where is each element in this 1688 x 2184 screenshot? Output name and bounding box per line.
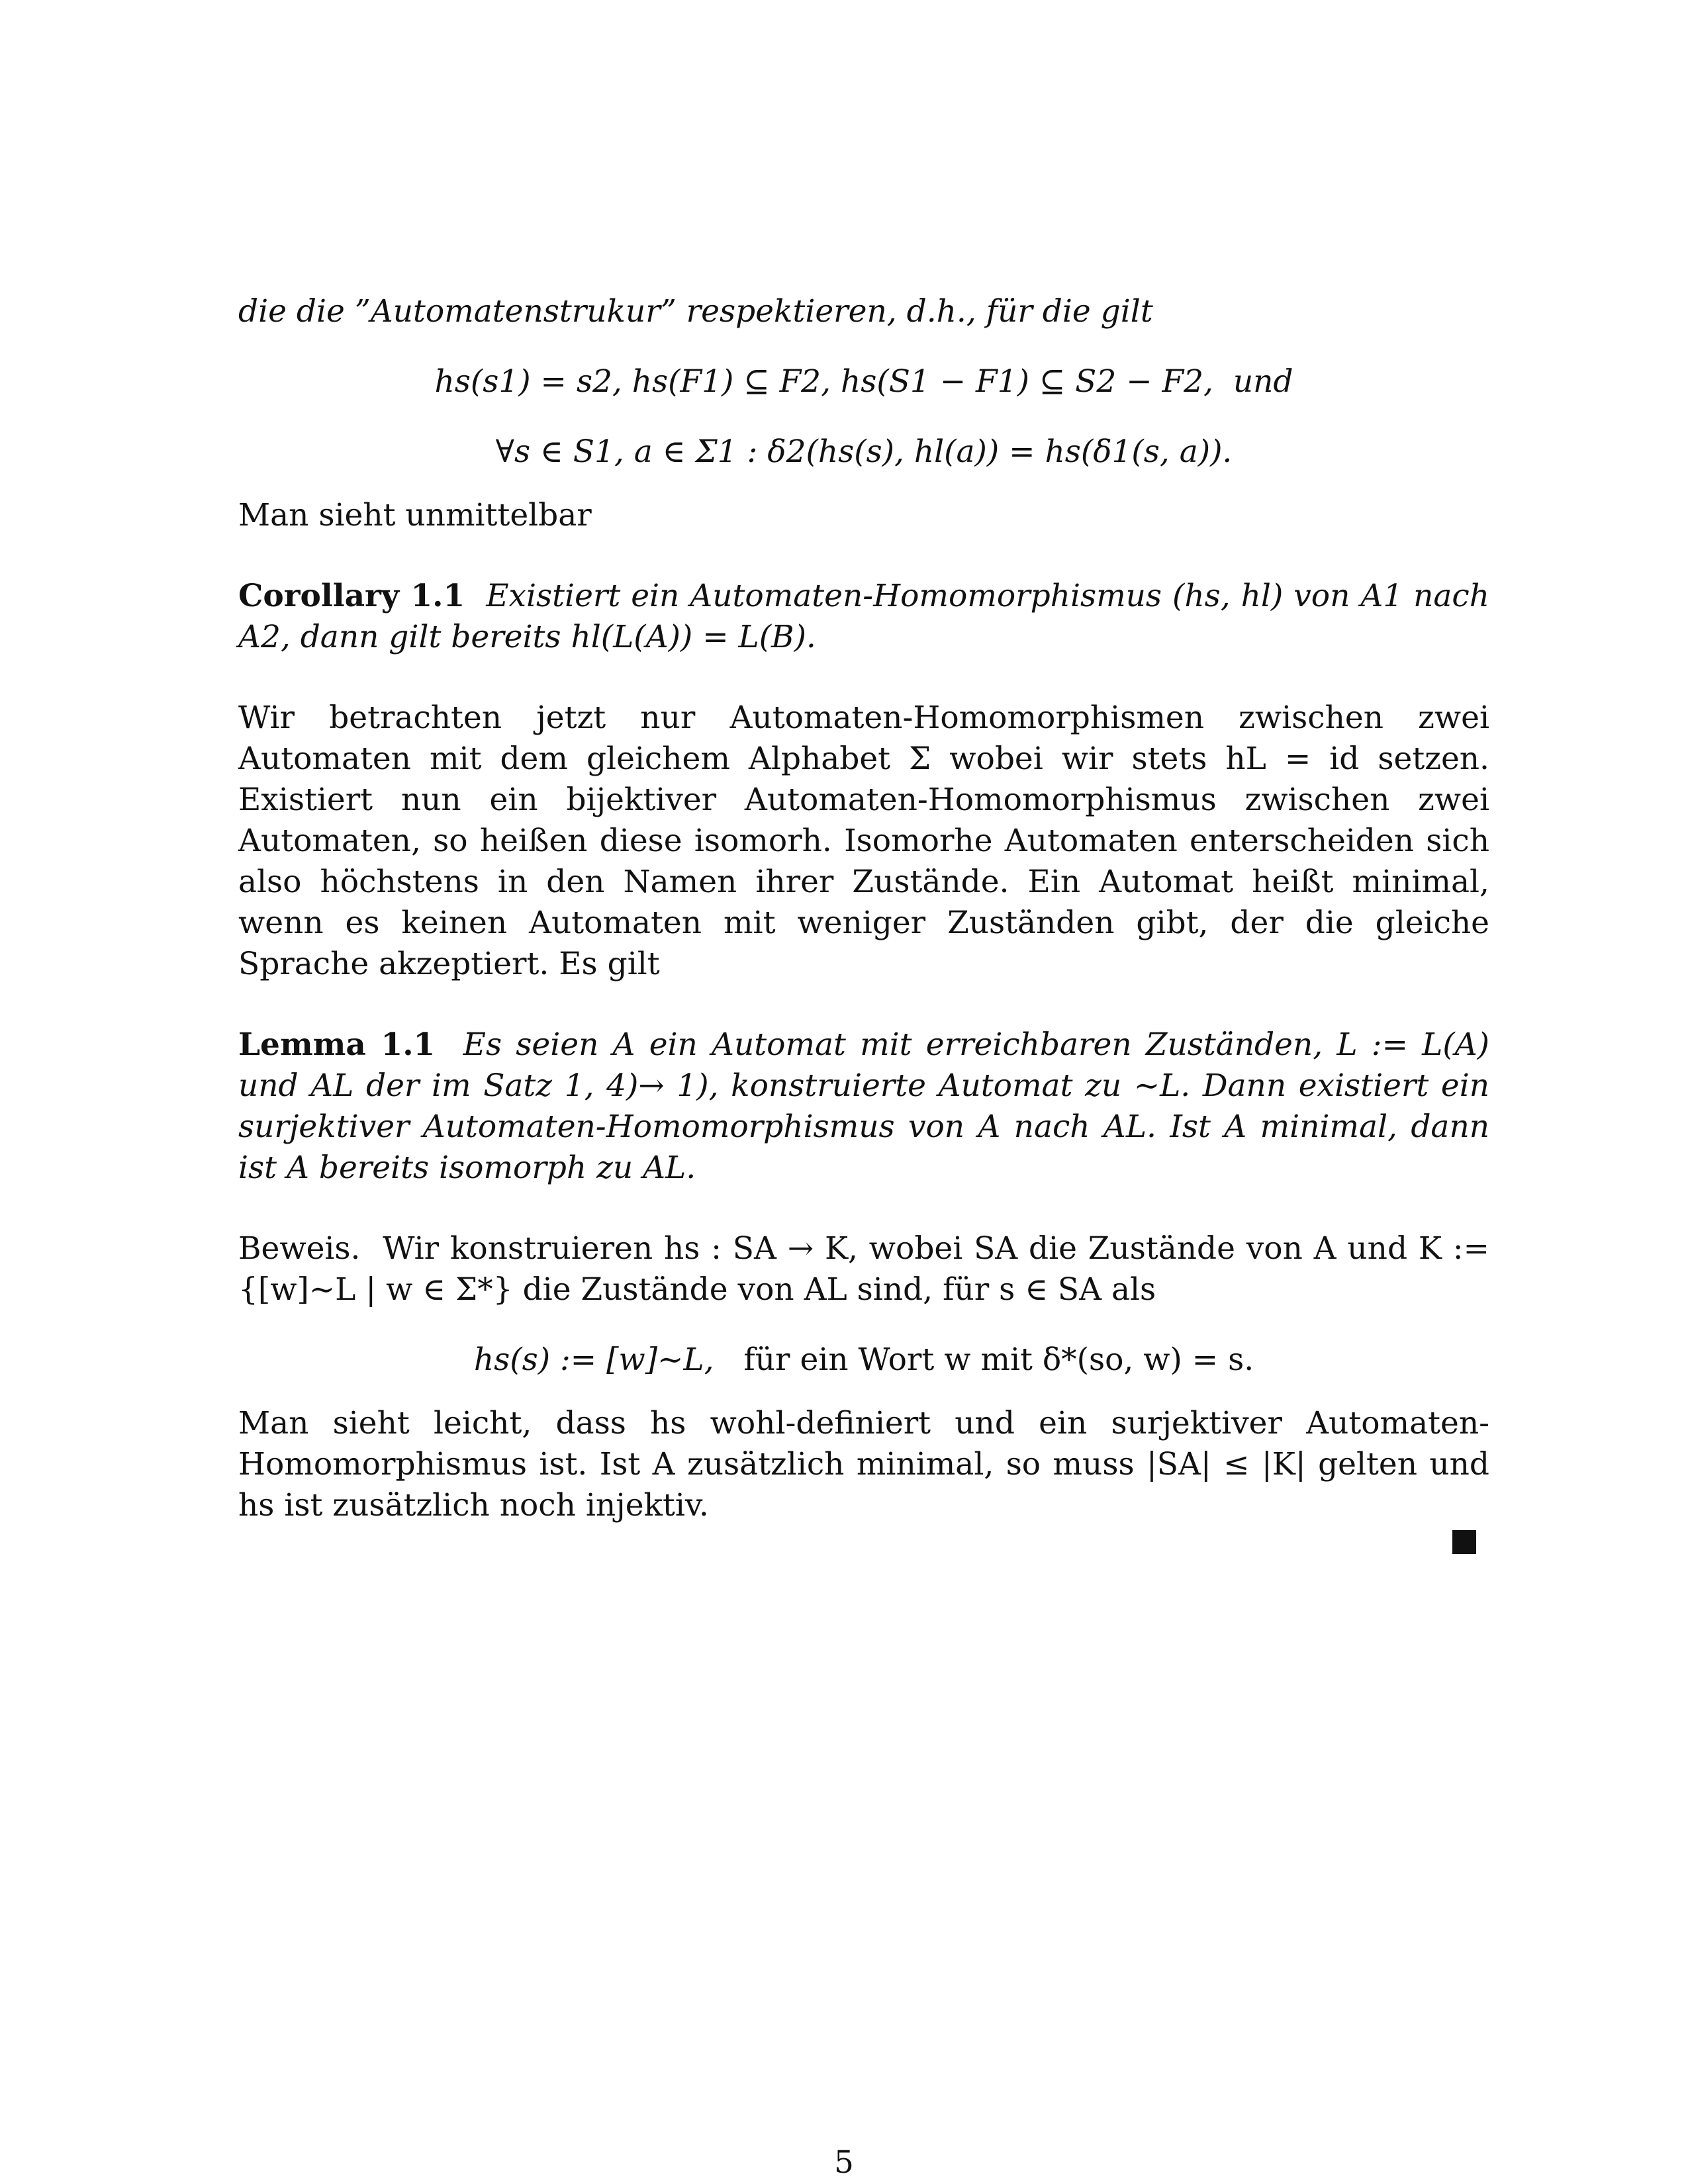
proof-label: Beweis. [238, 1230, 361, 1267]
proof-display [238, 1340, 1489, 1381]
equation-1: hs(s1) = s2, hs(F1) ⊆ F2, hs(S1 − F1) ⊆ S2 − F2, und [434, 363, 1293, 400]
proof-equation-text: für ein Wort w mit δ*(so, w) = s. [743, 1342, 1254, 1378]
intro-line: die die ”Automatenstrukur” respektieren, d.h., für die gilt [238, 293, 1153, 330]
lemma [238, 1024, 1489, 1189]
qed-square-icon [1452, 1530, 1476, 1554]
corollary-label: Corollary 1.1 [238, 578, 465, 614]
page-content [238, 291, 1489, 1559]
corollary-text: Existiert ein Automaten-Homomorphismus (hs, hl) von A1 nach A2, dann gilt bereits hl(L(A)) = L(B). [238, 578, 1490, 655]
page-number: 5 [834, 2144, 854, 2181]
lemma-label: Lemma 1.1 [238, 1026, 436, 1063]
proof-intro [238, 1228, 1489, 1310]
main-paragraph: Wir betrachten jetzt nur Automaten-Homomorphismen zwischen zwei Automaten mit dem gleichem Alphabet Σ wobei wir stets hL = id setzen. Existiert nun ein bijektiver Automaten-Homomorphismus zwischen zwei Automaten, so heißen diese isomorh. Isomorhe Automaten enterscheiden sich also höchstens in den Namen ihrer Zustände. Ein Automat heißt minimal, wenn es keinen Automaten mit weniger Zuständen gibt, der die gleiche Sprache akzeptiert. Es gilt [238, 700, 1489, 982]
lemma-text: Es seien A ein Automat mit erreichbaren Zuständen, L := L(A) und AL der im Satz 1, 4)→ 1), konstruierte Automat zu ∼L. Dann existiert ein surjektiver Automaten-Homomorphismus von A nach AL. Ist A minimal, dann ist A bereits isomorph zu AL. [238, 1026, 1489, 1186]
equation-2: ∀s ∈ S1, a ∈ Σ1 : δ2(hs(s), hl(a)) = hs(δ1(s, a)). [495, 433, 1233, 470]
display-equations [238, 361, 1489, 473]
proof-equation: hs(s) := [w]∼L, [473, 1342, 714, 1378]
proof-text: Wir konstruieren hs : SA → K, wobei SA die Zustände von A und K := {[w]∼L | w ∈ Σ*} die Zustände von AL sind, für s ∈ SA als [238, 1230, 1489, 1308]
after-display-text: Man sieht unmittelbar [238, 497, 592, 533]
proof-closing: Man sieht leicht, dass hs wohl-definiert und ein surjektiver Automaten-Homomorphismus ist. Ist A zusätzlich minimal, so muss |SA| ≤ |K| gelten und hs ist zusätzlich noch injektiv. [238, 1405, 1489, 1524]
corollary [238, 576, 1489, 658]
